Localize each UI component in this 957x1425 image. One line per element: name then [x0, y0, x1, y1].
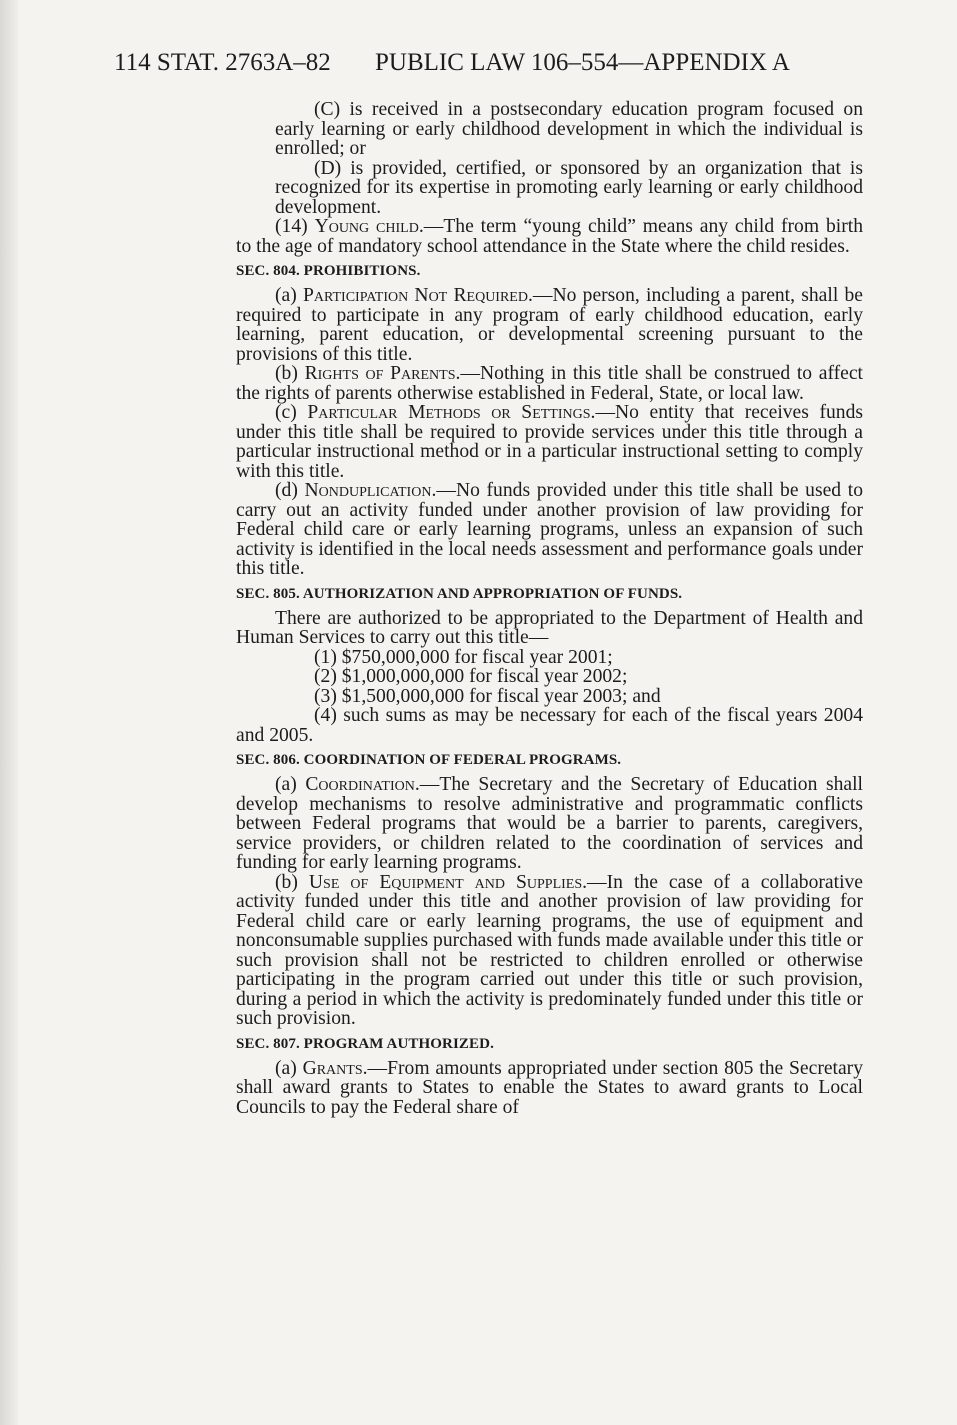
section-805-intro: There are authorized to be appropriated to the Department of Health and Human Services to carry out this title— [236, 607, 863, 648]
fiscal-item-2: (2) $1,000,000,000 for fiscal year 2002; [314, 666, 628, 687]
para-number: (b) [275, 363, 298, 384]
section-805-heading: SEC. 805. AUTHORIZATION AND APPROPRIATION OF FUNDS. [236, 585, 683, 602]
section-806-b [236, 873, 863, 1029]
para-text: —No funds provided under this title shall be used to carry out an activity funded under another provision of law providing for Federal child care or early learning programs, unless an expansion of such activity is identified in the local needs assessment and performance goals under this title. [236, 480, 863, 579]
paragraph-d: (D) is provided, certified, or sponsored by an organization that is recognized for its expertise in promoting early learning or early childhood development. [275, 157, 863, 218]
para-number: (a) [275, 1057, 297, 1079]
para-heading: Young child. [314, 216, 424, 237]
section-804-c [236, 403, 863, 481]
para-heading: Particular Methods or Settings. [307, 402, 596, 423]
section-804-heading: SEC. 804. PROHIBITIONS. [236, 263, 421, 279]
section-804-d [236, 481, 863, 579]
public-law-title: PUBLIC LAW 106–554—APPENDIX A [375, 49, 790, 76]
para-heading: Use of Equipment and Supplies. [308, 871, 588, 893]
para-heading: Nonduplication. [304, 480, 437, 501]
para-number: (c) [275, 402, 297, 423]
section-807-heading: SEC. 807. PROGRAM AUTHORIZED. [236, 1035, 494, 1052]
section-807-a [236, 1059, 863, 1118]
statute-citation: 114 STAT. 2763A–82 [114, 49, 331, 76]
fiscal-item-3: (3) $1,500,000,000 for fiscal year 2003; and [314, 685, 661, 707]
section-804-b [236, 364, 863, 403]
para-text: —Nothing in this title shall be construed to affect the rights of parents otherwise established in Federal, State, or local law. [236, 363, 863, 404]
para-number: (a) [275, 774, 297, 795]
para-heading: Rights of Parents. [304, 363, 461, 384]
section-804-a [236, 286, 863, 364]
para-number: (b) [275, 871, 298, 893]
paragraph-c: (C) is received in a postsecondary education program focused on early learning or early childhood development in which the individual is enrolled; or [275, 99, 863, 159]
para-text: —No person, including a parent, shall be required to participate in any program of early childhood education, early learning, parent education, or developmental screening pursuant to the provisions of this title. [236, 285, 863, 365]
fiscal-item-4: (4) such sums as may be necessary for each of the fiscal years 2004 and 2005. [236, 705, 863, 746]
paragraph-young-child [236, 217, 863, 256]
para-text: —From amounts appropriated under section 805 the Secretary shall award grants to States to enable the States to award grants to Local Councils to pay the Federal share of [236, 1057, 863, 1118]
document-body [236, 100, 863, 1117]
fiscal-item-1: (1) $750,000,000 for fiscal year 2001; [314, 646, 613, 668]
page-header [114, 48, 854, 78]
para-number: (14) [275, 216, 308, 237]
para-text: —In the case of a collaborative activity funded under this title and another provision of law providing for Federal child care or early learning programs, the use of equipment and nonconsumable supplies purchased with funds made available under this title or such provision shall not be restricted to children enrolled or otherwise participating in the program carried out under this title or such provision, during a period in which the activity is predominately funded under this title or such provision. [236, 871, 864, 1029]
para-heading: Coordination. [305, 774, 420, 795]
para-heading: Grants. [302, 1057, 368, 1079]
section-806-a [236, 775, 863, 873]
para-text: —The Secretary and the Secretary of Education shall develop mechanisms to resolve administrative and programmatic conflicts between Federal programs that would be a barrier to parents, caregivers, service providers, or children related to the coordination of services and funding for early learning programs. [236, 774, 863, 873]
para-text: —The term “young child” means any child from birth to the age of mandatory school attendance in the State where the child resides. [236, 216, 863, 257]
para-number: (d) [275, 480, 298, 501]
para-number: (a) [275, 285, 297, 306]
section-806-heading: SEC. 806. COORDINATION OF FEDERAL PROGRAMS. [236, 752, 622, 768]
page-edge-shadow [0, 0, 18, 1425]
para-heading: Participation Not Required. [302, 285, 533, 306]
para-text: —No entity that receives funds under this title shall be required to provide services under this title through a particular instructional method or in a particular instructional setting to comply with this title. [236, 402, 863, 482]
